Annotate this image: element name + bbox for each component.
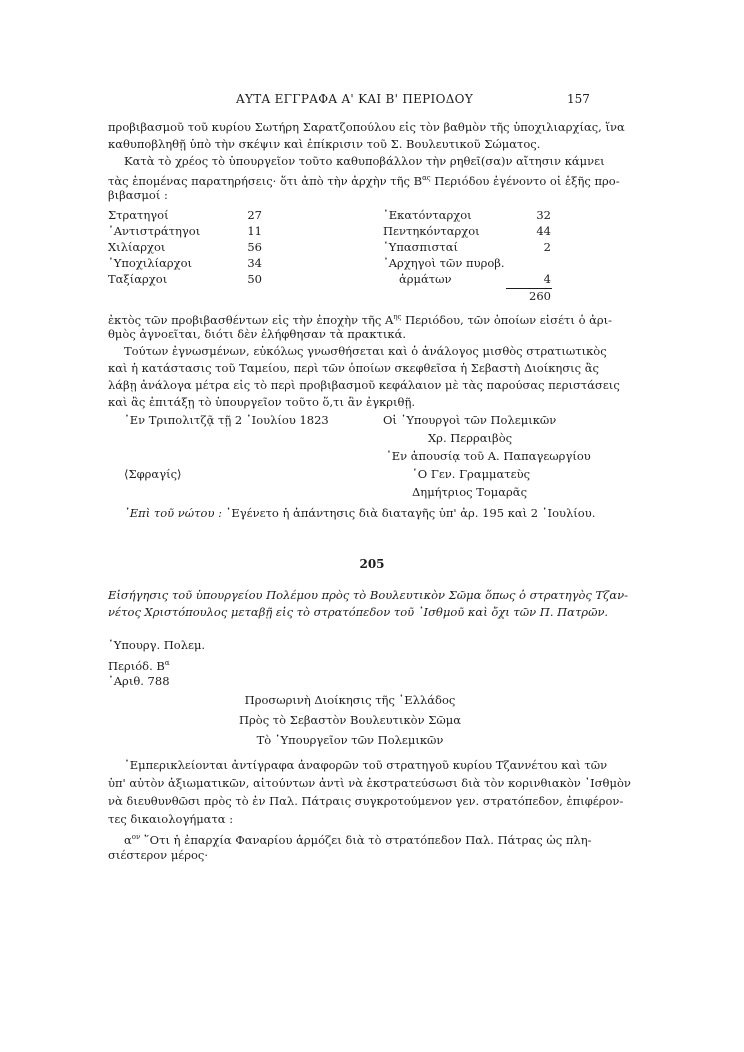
intro-line: προβιβασμοῦ τοῦ κυρίου Σωτήρη Σαρατζοπούλου εἰς τὸν βαθμὸν τῆς ὑποχιλιαρχίας, ἵνα	[108, 120, 625, 134]
rank-name: ᾿Αντιστράτηγοι	[108, 224, 201, 238]
list-item-text: ῞Οτι ἡ ἐπαρχία Φαναρίου ἁρμόζει διὰ τὸ στρατόπεδον Παλ. Πάτρας ὡς πλη-	[143, 832, 592, 847]
body-line-text-rest: Περιόδου, τῶν ὁποίων εἰσέτι ὁ ἀρι-	[405, 312, 613, 327]
signatory-line: Δημήτριος Τομαρᾶς	[412, 485, 528, 499]
rank-name: Χιλίαρχοι	[108, 240, 166, 254]
rank-name: ῾Υποχιλίαρχοι	[108, 256, 193, 270]
rank-name: Πεντηκόνταρχοι	[383, 224, 480, 238]
reference-line: ᾿Αριθ. 788	[108, 674, 170, 688]
summary-line: Εἰσήγησις τοῦ ὑπουργείου Πολέμου πρὸς τὸ Βουλευτικὸν Σῶμα ὅπως ὁ στρατηγὸς Τζαν-	[108, 588, 629, 602]
list-item	[124, 829, 592, 849]
rank-count: 11	[247, 224, 262, 238]
intro-line-text: τὰς ἑπομένας παρατηρήσεις· ὅτι ἀπὸ τὴν ἀρχὴν τῆς Β	[108, 173, 423, 188]
verso-note	[124, 506, 595, 520]
page-number: 157	[567, 92, 590, 106]
verso-note-label: ᾿Επὶ τοῦ νώτου :	[124, 506, 222, 520]
summary-line: νέτος Χριστόπουλος μεταβῇ εἰς τὸ στρατόπεδον τοῦ ᾿Ισθμοῦ καὶ ὄχι τῶν Π. Πατρῶν.	[108, 605, 609, 619]
rank-name: ἁρμάτων	[399, 272, 452, 286]
rank-name: ῾Εκατόνταρχοι	[383, 208, 472, 222]
list-item-marker: α	[124, 832, 132, 847]
signatory-line: ᾿Εν ἀπουσίᾳ τοῦ Α. Παπαγεωργίου	[386, 449, 591, 463]
list-item-continuation: σιέστερον μέρος·	[108, 848, 209, 862]
reference-text: Περιόδ. Β	[108, 658, 165, 673]
body-line-superscript: ης	[393, 313, 402, 321]
reference-superscript: α	[164, 659, 170, 667]
list-item-marker-superscript: ον	[131, 833, 141, 841]
doc-body-line: ὑπ' αὐτὸν ἀξιωματικῶν, αἰτούντων ἀντὶ νὰ ἐκστρατεύσωσι διὰ τὸν κορινθιακὸν ᾿Ισθμὸν	[108, 776, 631, 790]
running-header-title: ΑΥΤΑ ΕΓΓΡΑΦΑ Α' ΚΑΙ Β' ΠΕΡΙΟΔΟΥ	[236, 92, 474, 106]
intro-line-text-rest: Περιόδου ἐγένοντο οἱ ἑξῆς προ-	[434, 173, 620, 188]
verso-note-text: ᾿Εγένετο ἡ ἀπάντησις διὰ διαταγῆς ὑπ' ἀρ. 195 καὶ 2 ᾿Ιουλίου.	[225, 506, 596, 520]
reference-line	[108, 655, 592, 675]
doc-body-line: τες δικαιολογήματα :	[108, 812, 234, 826]
signatory-line: ῾Ο Γεν. Γραμματεὺς	[412, 467, 531, 481]
rank-name: Στρατηγοί	[108, 208, 169, 222]
signatory-line: Χρ. Περραιβὸς	[428, 431, 513, 445]
seal-mark: ⟨Σφραγίς⟩	[124, 467, 182, 481]
heading-line: Τὸ ῾Υπουργεῖον τῶν Πολεμικῶν	[256, 733, 444, 747]
body-line: καὶ ἡ κατάστασις τοῦ Ταμείου, περὶ τῶν ὁποίων σκεφθεῖσα ἡ Σεβαστὴ Διοίκησις ἂς	[108, 361, 599, 375]
intro-line: καθυποβληθῇ ὑπὸ τὴν σκέψιν καὶ ἐπίκρισιν τοῦ Σ. Βουλευτικοῦ Σώματος.	[108, 137, 541, 151]
heading-line: Πρὸς τὸ Σεβαστὸν Βουλευτικὸν Σῶμα	[238, 713, 461, 727]
intro-line-superscript: ας	[422, 174, 431, 182]
body-line: καὶ ἂς ἐπιτάξῃ τὸ ὑπουργεῖον τοῦτο ὅ,τι ἂν ἐγκριθῇ.	[108, 395, 416, 409]
rank-name: Ταξίαρχοι	[108, 272, 168, 286]
reference-line: ῾Υπουργ. Πολεμ.	[108, 638, 206, 652]
body-line: λάβῃ ἀνάλογα μέτρα εἰς τὸ περὶ προβιβασμοῦ κεφάλαιον μὲ τὰς παρούσας περιστάσεις	[108, 378, 620, 392]
rank-name: ᾿Αρχηγοὶ τῶν πυροβ.	[383, 256, 505, 270]
rank-count: 34	[247, 256, 262, 270]
document-number: 205	[359, 557, 385, 571]
signatory-line: Οἱ ῾Υπουργοὶ τῶν Πολεμικῶν	[383, 413, 557, 427]
body-line: θμὸς ἀγνοεῖται, διότι δὲν ἐλήφθησαν τὰ πρακτικά.	[108, 327, 407, 341]
doc-body-line: ᾿Εμπερικλείονται ἀντίγραφα ἀναφορῶν τοῦ στρατηγοῦ κυρίου Τζαννέτου καὶ τῶν	[124, 758, 608, 772]
rank-count: 50	[247, 272, 262, 286]
intro-line: βιβασμοί :	[108, 188, 168, 202]
rank-count: 56	[247, 240, 262, 254]
body-line-text: ἐκτὸς τῶν προβιβασθέντων εἰς τὴν ἐποχὴν τῆς Α	[108, 312, 394, 327]
intro-line: Κατὰ τὸ χρέος τὸ ὑπουργεῖον τοῦτο καθυποβάλλον τὴν ρηθεῖ(σα)ν αἴτησιν κάμνει	[124, 154, 605, 168]
body-line: Τούτων ἐγνωσμένων, εὐκόλως γνωσθήσεται καὶ ὁ ἀνάλογος μισθὸς στρατιωτικὸς	[124, 344, 607, 358]
rank-count: 2	[543, 240, 551, 254]
rank-count: 4	[543, 272, 551, 286]
rank-total: 260	[529, 289, 551, 303]
rank-count: 27	[247, 208, 262, 222]
rank-count: 44	[536, 224, 551, 238]
heading-line: Προσωρινὴ Διοίκησις τῆς ῾Ελλάδος	[244, 693, 456, 707]
rank-count: 32	[536, 208, 551, 222]
rank-name: ῾Υπασπισταί	[383, 240, 459, 254]
doc-body-line: νὰ διευθυνθῶσι πρὸς τὸ ἐν Παλ. Πάτραις συγκροτούμενον γεν. στρατόπεδον, ἐπιφέρον-	[108, 794, 624, 808]
place-date: ᾿Εν Τριπολιτζᾷ τῇ 2 ᾿Ιουλίου 1823	[124, 413, 329, 427]
